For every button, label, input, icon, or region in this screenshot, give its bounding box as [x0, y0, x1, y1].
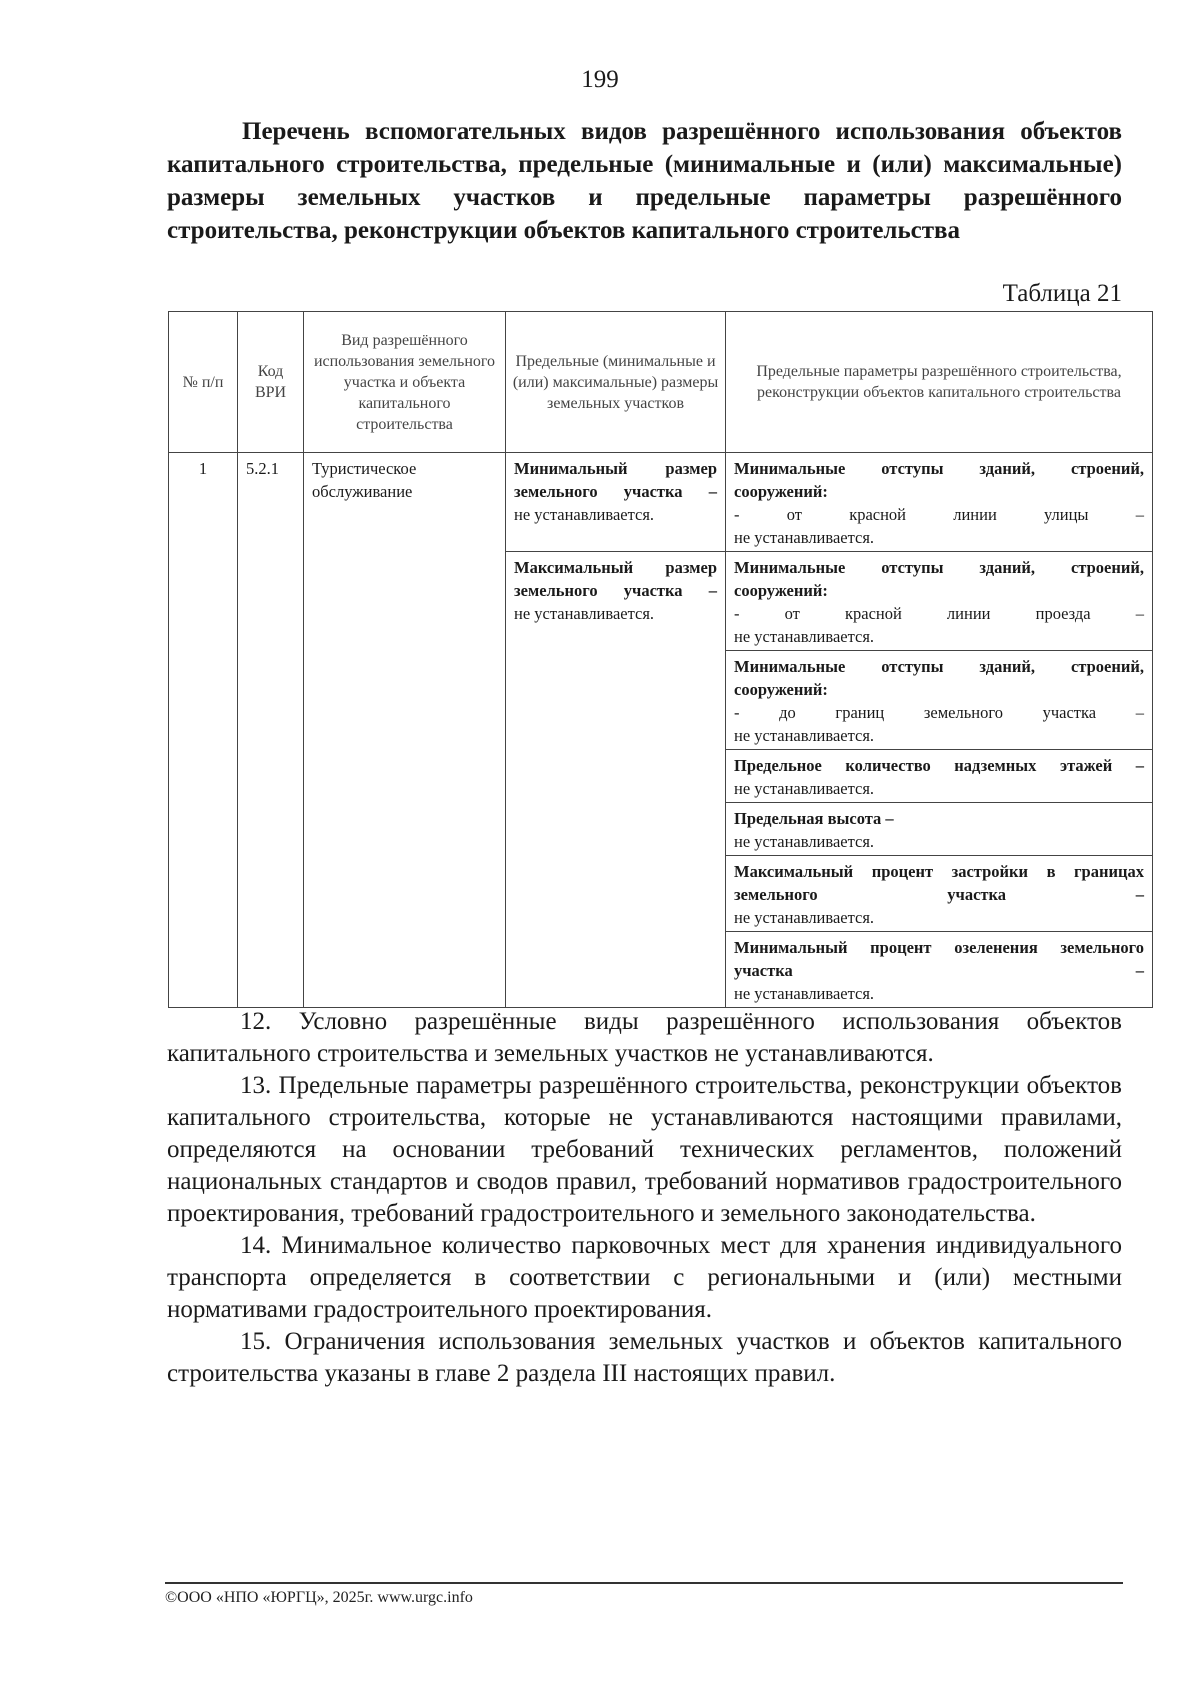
paragraph-12: 12. Условно разрешённые виды разрешённого использования объектов капитального строительства и земельных участков не устанавливаются. [167, 1008, 1122, 1067]
param-label: Предельное количество надземных этажей – [734, 756, 1144, 775]
size-max-value: не устанавливается. [514, 604, 655, 623]
header-num: № п/п [169, 312, 238, 453]
header-params: Предельные параметры разрешённого строительства, реконструкции объектов капитального строительства [726, 312, 1153, 453]
param-label: Минимальный процент озеленения земельного участка – [734, 938, 1144, 980]
header-sizes: Предельные (минимальные и (или) максимальные) размеры земельных участков [506, 312, 726, 453]
document-heading: Перечень вспомогательных видов разрешённого использования объектов капитального строительства, предельные (минимальные и (или) максимальные) размеры земельных участков и предельные параметры разрешённого строительства, реконструкции объектов капитального строительства [167, 118, 1122, 244]
param-cell [726, 932, 1153, 1008]
param-line: - до границ земельного участка – [734, 703, 1144, 722]
table-header-row [169, 312, 1153, 453]
param-cell [726, 750, 1153, 803]
param-cell [726, 856, 1153, 932]
param-cell [726, 803, 1153, 856]
param-value: не устанавливается. [734, 779, 875, 798]
paragraph-15: 15. Ограничения использования земельных участков и объектов капитального строительства указаны в главе 2 раздела III настоящих правил. [167, 1328, 1122, 1387]
size-min-label: Минимальный размер земельного участка – [514, 459, 717, 501]
table-row [169, 453, 1153, 552]
size-min-value: не устанавливается. [514, 505, 655, 524]
param-label: Предельная высота – [734, 809, 894, 828]
param-value: не устанавливается. [734, 832, 875, 851]
row-num: 1 [169, 453, 238, 1008]
param-cell [726, 453, 1153, 552]
param-line: - от красной линии улицы – [734, 505, 1144, 524]
param-value: не устанавливается. [734, 908, 875, 927]
row-code: 5.2.1 [238, 453, 304, 1008]
header-code: Код ВРИ [238, 312, 304, 453]
param-line: - от красной линии проезда – [734, 604, 1144, 623]
param-value: не устанавливается. [734, 627, 875, 646]
param-label: Максимальный процент застройки в границах земельного участка – [734, 862, 1144, 904]
parameters-table [168, 311, 1153, 1008]
size-min-cell [506, 453, 726, 552]
footer-divider [165, 1582, 1123, 1584]
row-kind: Туристическое обслуживание [304, 453, 506, 1008]
param-value: не устанавливается. [734, 528, 875, 547]
param-label: Минимальные отступы зданий, строений, сооружений: [734, 459, 1144, 501]
param-cell [726, 651, 1153, 750]
size-max-cell [506, 552, 726, 1008]
paragraph-14: 14. Минимальное количество парковочных мест для хранения индивидуального транспорта определяется в соответствии с региональными и (или) местными нормативами градостроительного проектирования. [167, 1232, 1122, 1323]
param-cell [726, 552, 1153, 651]
header-kind: Вид разрешённого использования земельного участка и объекта капитального строительства [304, 312, 506, 453]
page-number: 199 [581, 66, 619, 93]
footer-copyright: ©ООО «НПО «ЮРГЦ», 2025г. www.urgc.info [165, 1589, 473, 1606]
param-value: не устанавливается. [734, 726, 875, 745]
param-label: Минимальные отступы зданий, строений, сооружений: [734, 558, 1144, 600]
param-label: Минимальные отступы зданий, строений, сооружений: [734, 657, 1144, 699]
param-value: не устанавливается. [734, 984, 875, 1003]
body-text [167, 1006, 1122, 1390]
paragraph-13: 13. Предельные параметры разрешённого строительства, реконструкции объектов капитального строительства, которые не устанавливаются настоящими правилами, определяются на основании требований технических регламентов, положений национальных стандартов и сводов правил, требований нормативов градостроительного проектирования, требований градостроительного и земельного законодательства. [167, 1072, 1122, 1227]
size-max-label: Максимальный размер земельного участка – [514, 558, 717, 600]
table-caption: Таблица 21 [1002, 280, 1122, 307]
